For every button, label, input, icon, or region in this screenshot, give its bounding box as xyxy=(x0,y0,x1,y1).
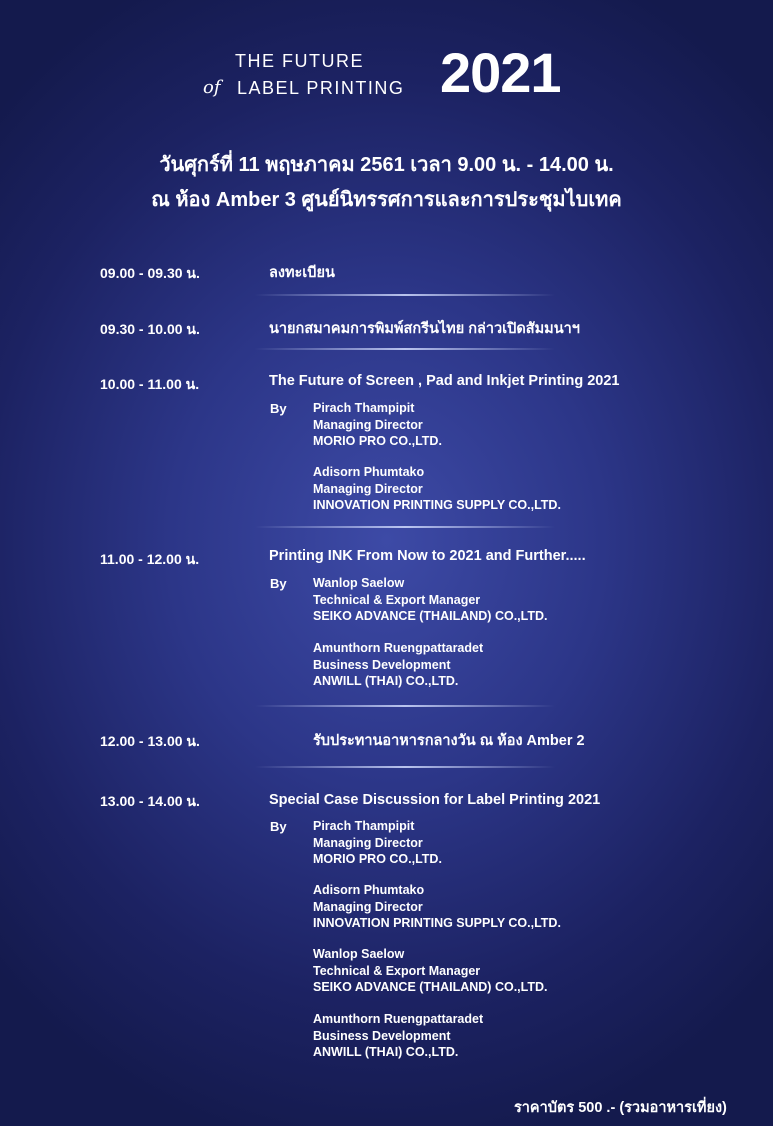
title-of: of xyxy=(203,77,221,98)
event-venue: ณ ห้อง Amber 3 ศูนย์นิทรรศการและการประชุมไบเทค xyxy=(151,189,622,211)
title-line-1: THE FUTURE xyxy=(235,51,364,71)
speaker-role: Technical & Export Manager xyxy=(313,963,481,978)
schedule-time: 09.00 - 09.30 น. xyxy=(100,265,200,281)
ticket-price: ราคาบัตร 500 .- (รวมอาหารเที่ยง) xyxy=(514,1100,727,1116)
schedule-topic: Printing INK From Now to 2021 and Further..... xyxy=(269,548,586,564)
speaker-name: Amunthorn Ruengpattaradet xyxy=(313,1012,484,1026)
speaker-company: ANWILL (THAI) CO.,LTD. xyxy=(313,1045,459,1059)
speaker-role: Managing Director xyxy=(313,481,423,496)
speaker-role: Managing Director xyxy=(313,835,423,850)
speaker-name: Adisorn Phumtako xyxy=(313,883,425,897)
schedule-topic: Special Case Discussion for Label Printing 2021 xyxy=(269,792,601,808)
speaker-company: SEIKO ADVANCE (THAILAND) CO.,LTD. xyxy=(313,609,548,623)
schedule-time: 09.30 - 10.00 น. xyxy=(100,321,200,337)
schedule-time: 13.00 - 14.00 น. xyxy=(100,793,200,809)
speaker-role: Managing Director xyxy=(313,417,423,432)
title-year: 2021 xyxy=(440,41,561,104)
speaker-name: Pirach Thampipit xyxy=(313,819,415,833)
by-label: By xyxy=(270,819,287,834)
schedule-time: 10.00 - 11.00 น. xyxy=(100,376,200,392)
speaker xyxy=(313,818,442,868)
speaker-company: ANWILL (THAI) CO.,LTD. xyxy=(313,674,459,688)
section-divider xyxy=(255,526,555,528)
speaker xyxy=(313,575,547,625)
schedule-topic: รับประทานอาหารกลางวัน ณ ห้อง Amber 2 xyxy=(313,733,585,749)
speaker-name: Wanlop Saelow xyxy=(313,947,405,961)
event-date: วันศุกร์ที่ 11 พฤษภาคม 2561 เวลา 9.00 น. - 14.00 น. xyxy=(159,154,614,176)
speaker-role: Managing Director xyxy=(313,899,423,914)
speaker xyxy=(313,946,547,996)
speaker-name: Pirach Thampipit xyxy=(313,401,415,415)
schedule-topic: นายกสมาคมการพิมพ์สกรีนไทย กล่าวเปิดสัมมนาฯ xyxy=(269,321,580,337)
speaker-name: Amunthorn Ruengpattaradet xyxy=(313,641,484,655)
section-divider xyxy=(255,705,555,707)
speaker-company: INNOVATION PRINTING SUPPLY CO.,LTD. xyxy=(313,916,561,930)
speaker xyxy=(313,400,442,450)
section-divider xyxy=(255,766,555,768)
speaker-role: Business Development xyxy=(313,1028,451,1043)
speaker xyxy=(313,1011,483,1061)
schedule-time: 11.00 - 12.00 น. xyxy=(100,551,200,567)
speaker-company: INNOVATION PRINTING SUPPLY CO.,LTD. xyxy=(313,498,561,512)
speaker-company: MORIO PRO CO.,LTD. xyxy=(313,434,442,448)
title-line-2: LABEL PRINTING xyxy=(237,78,405,98)
speaker-role: Technical & Export Manager xyxy=(313,592,481,607)
schedule-time: 12.00 - 13.00 น. xyxy=(100,733,200,749)
section-divider xyxy=(255,348,555,350)
section-divider xyxy=(255,294,555,296)
by-label: By xyxy=(270,401,287,416)
speaker xyxy=(313,640,483,690)
speaker xyxy=(313,882,561,932)
speaker-name: Wanlop Saelow xyxy=(313,576,405,590)
speaker-company: SEIKO ADVANCE (THAILAND) CO.,LTD. xyxy=(313,980,548,994)
schedule-topic: The Future of Screen , Pad and Inkjet Printing 2021 xyxy=(269,373,620,389)
speaker-role: Business Development xyxy=(313,657,451,672)
schedule-topic: ลงทะเบียน xyxy=(269,265,335,281)
by-label: By xyxy=(270,576,287,591)
speaker-company: MORIO PRO CO.,LTD. xyxy=(313,852,442,866)
speaker-name: Adisorn Phumtako xyxy=(313,465,425,479)
speaker xyxy=(313,464,561,514)
